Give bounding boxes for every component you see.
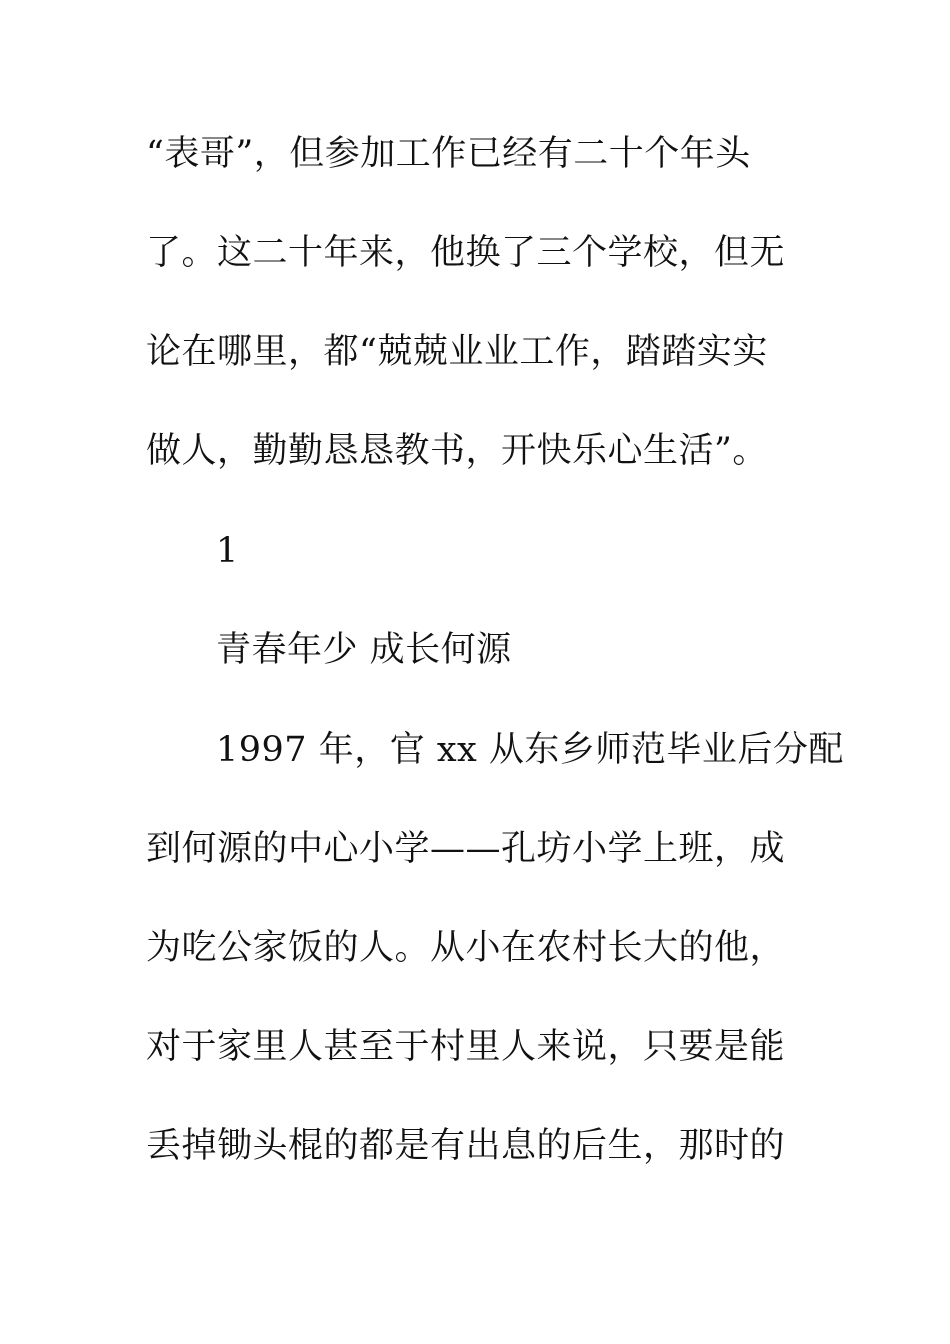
paragraph-line: 丢掉锄头棍的都是有出息的后生，那时的: [146, 1126, 786, 1166]
paragraph-line: 论在哪里，都“兢兢业业工作，踏踏实实: [146, 332, 768, 372]
paragraph-line: 1997 年，官 xx 从东乡师范毕业后分配: [216, 730, 844, 770]
paragraph-line: 了。这二十年来，他换了三个学校，但无: [146, 233, 786, 273]
paragraph-line: 对于家里人甚至于村里人来说，只要是能: [146, 1027, 786, 1067]
paragraph-line: 为吃公家饭的人。从小在农村长大的他，: [146, 928, 786, 968]
paragraph-line: “表哥”，但参加工作已经有二十个年头: [146, 134, 751, 174]
section-number: 1: [216, 531, 239, 571]
paragraph-line: 做人，勤勤恳恳教书，开快乐心生活”。: [146, 431, 768, 471]
section-heading: 青春年少 成长何源: [216, 630, 512, 670]
paragraph-line: 到何源的中心小学——孔坊小学上班，成: [146, 829, 786, 869]
